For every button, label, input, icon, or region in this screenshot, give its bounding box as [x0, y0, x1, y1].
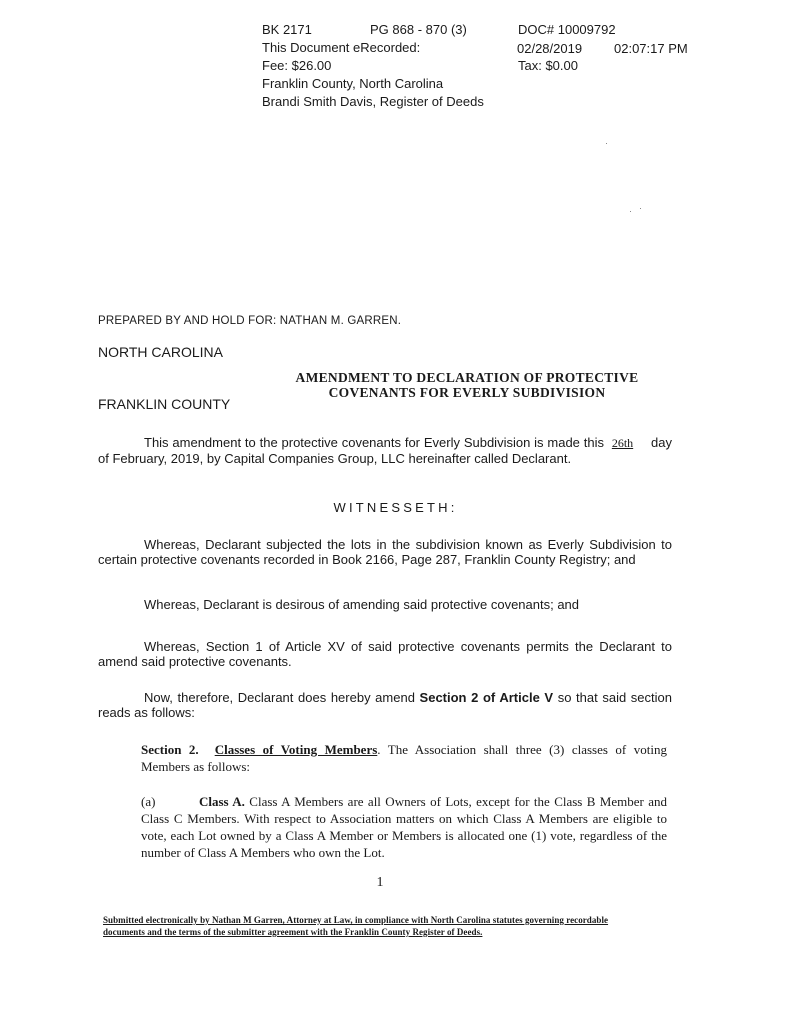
county-state: Franklin County, North Carolina: [262, 76, 444, 91]
erecorded-label: This Document eRecorded:: [262, 40, 421, 55]
class-a-text: Class A Members are all Owners of Lots, except for the Class B Member and Class C Members. With respect to Association matters on which Class A Members are eligible to vote, each Lot owned by a Class A Member or Members is allocated one (1) vote, regardless of the number of Class A Members who own the Lot.: [141, 794, 667, 860]
doc-number: DOC# 10009792: [518, 22, 616, 37]
county-label: FRANKLIN COUNTY: [98, 396, 231, 412]
whereas-paragraph-3: [98, 639, 672, 669]
whereas-paragraph-1: [98, 537, 672, 567]
prepared-by: PREPARED BY AND HOLD FOR: NATHAN M. GARREN.: [98, 315, 402, 327]
section-2-heading: Classes of Voting Members: [214, 742, 378, 757]
whereas-1-text: Whereas, Declarant subjected the lots in the subdivision known as Everly Subdivision to certain protective covenants recorded in Book 2166, Page 287, Franklin County Registry; and: [98, 537, 672, 567]
recording-tax: Tax: $0.00: [518, 58, 578, 73]
document-title-line1: AMENDMENT TO DECLARATION OF PROTECTIVE: [295, 370, 639, 385]
scan-speck: [606, 143, 607, 144]
intro-paragraph: [98, 435, 672, 467]
register-of-deeds: Brandi Smith Davis, Register of Deeds: [262, 94, 484, 109]
witnesseth-heading: WITNESSETH:: [333, 500, 458, 515]
intro-text-2: day of February, 2019, by Capital Companies Group, LLC hereinafter called Declarant.: [98, 435, 672, 466]
class-a-paragraph: [141, 793, 667, 861]
scan-speck: [640, 208, 641, 209]
page-number: 1: [376, 875, 384, 890]
footer-line-2: documents and the terms of the submitter agreement with the Franklin County Register of Deeds.: [103, 927, 483, 937]
whereas-paragraph-2: [98, 597, 672, 612]
amended-section-ref: Section 2 of Article V: [419, 690, 554, 705]
recording-date: 02/28/2019: [517, 41, 583, 56]
recording-time: 02:07:17 PM: [614, 41, 688, 56]
now-therefore-text-2: so that said section reads as follows:: [98, 690, 672, 720]
state-label: NORTH CAROLINA: [98, 344, 223, 360]
book-number: BK 2171: [262, 22, 312, 37]
scan-speck: [630, 211, 631, 212]
now-therefore-text-1: Now, therefore, Declarant does hereby amend: [144, 690, 420, 705]
class-a-label: Class A.: [199, 794, 245, 809]
section-2-paragraph: [141, 741, 667, 775]
class-a-marker: (a): [141, 794, 156, 809]
footer-line-1: Submitted electronically by Nathan M Garren, Attorney at Law, in compliance with North Carolina statutes governing recordable: [103, 915, 609, 925]
intro-text-1: This amendment to the protective covenants for Everly Subdivision is made this: [144, 435, 608, 450]
document-title-line2: COVENANTS FOR EVERLY SUBDIVISION: [328, 385, 606, 400]
section-2-text: . The Association shall three (3) classes of voting Members as follows:: [141, 742, 667, 774]
page-range: PG 868 - 870 (3): [370, 22, 467, 37]
whereas-2-text: Whereas, Declarant is desirous of amending said protective covenants; and: [144, 597, 580, 612]
whereas-3-text: Whereas, Section 1 of Article XV of said protective covenants permits the Declarant to amend said protective covenants.: [98, 639, 672, 669]
now-therefore-paragraph: [98, 690, 672, 720]
intro-day: 26th: [611, 436, 634, 450]
recording-fee: Fee: $26.00: [262, 58, 332, 73]
section-2-label: Section 2.: [141, 742, 199, 757]
